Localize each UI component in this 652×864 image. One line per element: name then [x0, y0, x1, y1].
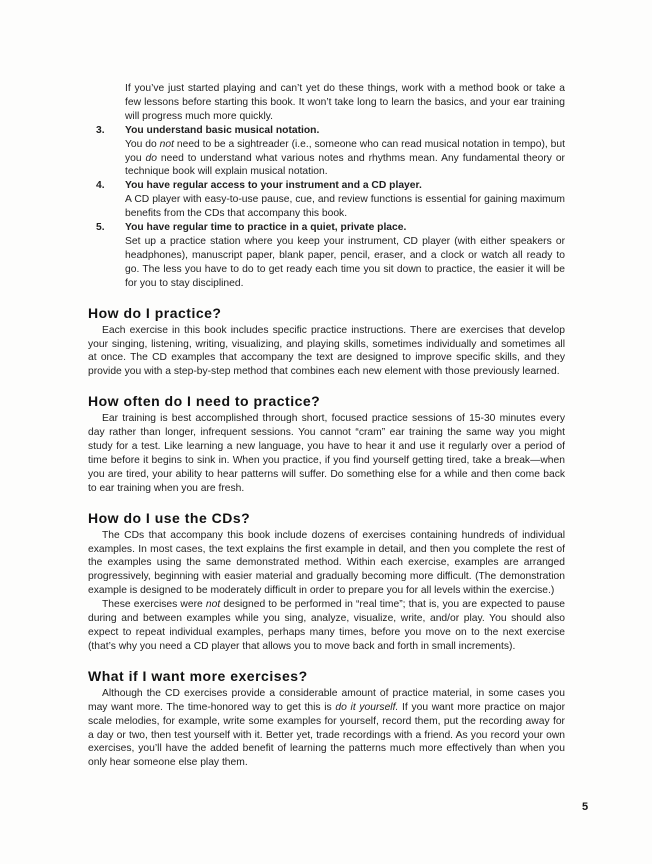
- item-number: 4.: [96, 180, 105, 192]
- numbered-item-4: [96, 179, 565, 221]
- content-column: [88, 82, 565, 770]
- section-heading: How do I practice?: [88, 304, 222, 321]
- item-paragraph: You do not need to be a sightreader (i.e., someone who can read musical notation in tempo), but you do need to understand what various notes and rhythms mean. Any fundamental theory or technique book will explain musical notation.: [125, 138, 565, 178]
- section-more-exercises: [88, 668, 565, 770]
- intro-paragraph: If you’ve just started playing and can’t yet do these things, work with a method book or take a few lessons before starting this book. It won’t take long to learn the basics, and your ear training will progress much more quickly.: [125, 83, 565, 122]
- section-paragraph: These exercises were not designed to be performed in “real time”; that is, you are expected to pause during and between examples while you sing, analyze, visualize, write, and/or play. You should also expect to repeat individual examples, perhaps many times, before you move on to the next exercise (that’s why you need a CD player that allows you to move back and forth in small increments).: [88, 599, 566, 652]
- numbered-item-3: [96, 124, 565, 180]
- section-paragraph: Ear training is best accomplished through short, focused practice sessions of 15-30 minutes every day rather than longer, infrequent sessions. You cannot “cram” ear training the same way you might study for a test. Like learning a new language, you have to hear it and use it regularly over a period of time before it begins to sink in. When you practice, if you find yourself getting tired, take a break—when you are tired, your ability to hear patterns will suffer. Do something else for a while and then come back to ear training when you are fresh.: [88, 413, 565, 494]
- item-number: 5.: [96, 222, 105, 234]
- item-body: [125, 179, 565, 221]
- section-heading: How often do I need to practice?: [88, 393, 321, 410]
- section-how-use-cds: [88, 510, 565, 654]
- page-number: 5: [582, 801, 589, 813]
- item-paragraph: Set up a practice station where you keep your instrument, CD player (with either speakers or headphones), manuscript paper, blank paper, pencil, eraser, and a clock or watch all ready to go. The less you have to do to get ready each time you sit down to practice, the easier it will be for you to stay disciplined.: [125, 235, 565, 289]
- item-title: You understand basic musical notation.: [125, 124, 320, 136]
- section-heading: What if I want more exercises?: [88, 667, 308, 684]
- item-title: You have regular time to practice in a quiet, private place.: [125, 222, 407, 234]
- section-paragraph: The CDs that accompany this book include dozens of exercises containing hundreds of individual examples. In most cases, the text explains the first example in detail, and then you complete the rest of the examples using the same demonstrated method. Within each exercise, examples are arranged progressively, beginning with easier material and gradually becoming more difficult. (The demonstration example is designed to be moderately difficult in order to prepare you for all levels within the exercise.): [88, 529, 565, 597]
- item-body: [125, 124, 565, 180]
- item-number: 3.: [96, 124, 105, 136]
- item-paragraph: A CD player with easy-to-use pause, cue, and review functions is essential for gaining maximum benefits from the CDs that accompany this book.: [125, 194, 565, 220]
- section-paragraph: Although the CD exercises provide a considerable amount of practice material, in some cases you may want more. The time-honored way to get this is do it yourself. If you want more practice on major scale melodies, for example, write some examples for yourself, record them, put the recording away for a day or two, then test yourself with it. Better yet, trade recordings with a friend. As you record your own exercises, you’ll have the added benefit of learning the patterns much more effectively than when you only hear someone else play them.: [88, 687, 565, 769]
- section-how-do-i-practice: [88, 305, 565, 380]
- section-how-often-practice: [88, 393, 565, 495]
- item-body: [125, 221, 565, 291]
- section-paragraph: Each exercise in this book includes specific practice instructions. There are exercises that develop your singing, listening, writing, visualizing, and playing skills, sometimes individually and sometimes all at once. The CD examples that accompany the text are designed to improve specific skills, and they provide you with a step-by-step method that combines each new element with those previously learned.: [88, 324, 565, 378]
- section-heading: How do I use the CDs?: [88, 509, 251, 526]
- item-title: You have regular access to your instrument and a CD player.: [125, 180, 422, 192]
- numbered-item-5: [96, 221, 565, 291]
